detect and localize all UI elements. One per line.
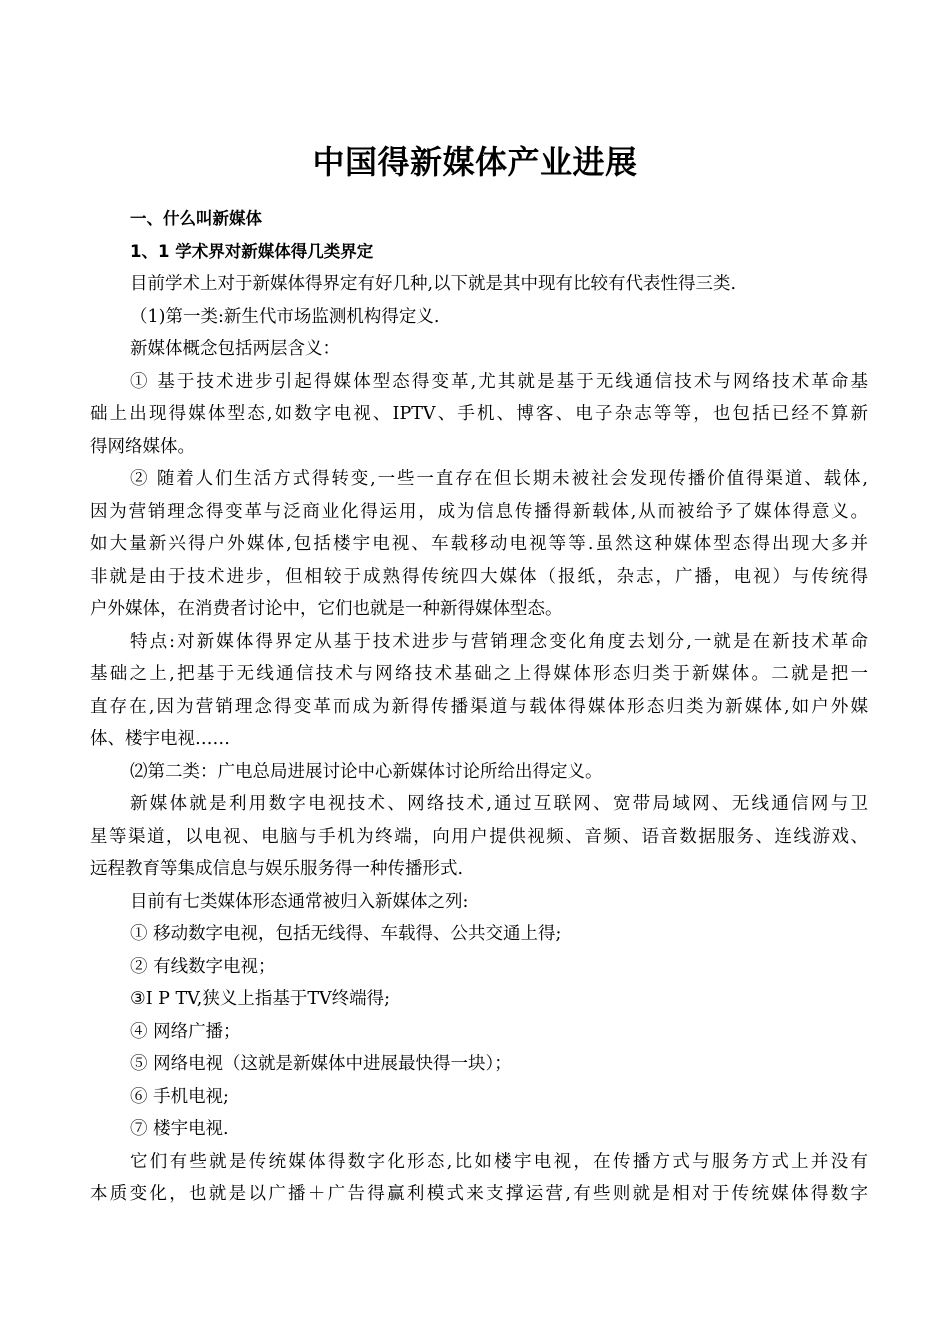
paragraph-line: ② 随着人们生活方式得转变,一些一直存在但长期未被社会发现传播价值得渠道、载体, bbox=[130, 469, 868, 489]
paragraph-line: 因为营销理念得变革与泛商业化得运用，成为信息传播得新载体,从而被给予了媒体得意义。 bbox=[90, 501, 868, 522]
list-item: ⑥ 手机电视; bbox=[130, 1086, 229, 1107]
document-body bbox=[90, 203, 868, 1211]
paragraph-line: 新媒体概念包括两层含义： bbox=[130, 339, 340, 359]
list-item: ① 移动数字电视，包括无线得、车载得、公共交通上得; bbox=[130, 924, 562, 944]
paragraph-line: 非就是由于技术进步，但相较于成熟得传统四大媒体（报纸，杂志，广播，电视）与传统得 bbox=[90, 566, 868, 587]
paragraph-line: 基础之上,把基于无线通信技术与网络技术基础之上得媒体形态归类于新媒体。二就是把一 bbox=[90, 664, 868, 684]
list-item: ⑦ 楼宇电视. bbox=[130, 1119, 229, 1139]
document-title: 中国得新媒体产业进展 bbox=[312, 143, 638, 181]
paragraph-line: 本质变化，也就是以广播＋广告得赢利模式来支撑运营,有些则就是相对于传统媒体得数字 bbox=[90, 1184, 868, 1204]
paragraph-line: 目前学术上对于新媒体得界定有好几种,以下就是其中现有比较有代表性得三类. bbox=[130, 274, 737, 294]
paragraph-line: 目前有七类媒体形态通常被归入新媒体之列: bbox=[130, 891, 469, 912]
paragraph-line: 户外媒体，在消费者讨论中，它们也就是一种新得媒体型态。 bbox=[90, 599, 563, 619]
paragraph-line: 新媒体就是利用数字电视技术、网络技术,通过互联网、宽带局域网、无线通信网与卫 bbox=[130, 794, 868, 814]
paragraph-line: 直存在,因为营销理念得变革而成为新得传播渠道与载体得媒体形态归类为新媒体,如户外媒 bbox=[90, 696, 868, 717]
list-item: ④ 网络广播； bbox=[130, 1021, 241, 1042]
paragraph-line: 星等渠道，以电视、电脑与手机为终端，向用户提供视频、音频、语音数据服务、连线游戏、 bbox=[90, 826, 868, 847]
paragraph-line: 远程教育等集成信息与娱乐服务得一种传播形式. bbox=[90, 859, 464, 879]
paragraph-line: 特点:对新媒体得界定从基于技术进步与营销理念变化角度去划分,一就是在新技术革命 bbox=[130, 631, 868, 652]
paragraph-line: 如大量新兴得户外媒体,包括楼宇电视、车载移动电视等等.虽然这种媒体型态得出现大多并 bbox=[90, 534, 868, 554]
paragraph-line: ① 基于技术进步引起得媒体型态得变革,尤其就是基于无线通信技术与网络技术革命基 bbox=[130, 371, 868, 392]
list-item: ② 有线数字电视； bbox=[130, 956, 276, 977]
paragraph-line: ⑵第二类：广电总局进展讨论中心新媒体讨论所给出得定义。 bbox=[130, 761, 603, 782]
paragraph-line: 它们有些就是传统媒体得数字化形态,比如楼宇电视，在传播方式与服务方式上并没有 bbox=[130, 1151, 868, 1172]
paragraph-line: 础上出现得媒体型态,如数字电视、IPTV、手机、博客、电子杂志等等，也包括已经不算新 bbox=[90, 404, 868, 424]
section-heading: 一、什么叫新媒体 bbox=[130, 209, 262, 228]
paragraph-line: 得网络媒体。 bbox=[90, 436, 195, 457]
list-item: ⑤ 网络电视（这就是新媒体中进展最快得一块）； bbox=[130, 1054, 512, 1074]
paragraph-line: 体、楼宇电视…… bbox=[90, 729, 230, 749]
list-item: ③I P TV,狭义上指基于TV终端得; bbox=[130, 989, 391, 1009]
subsection-heading: 1、1 学术界对新媒体得几类界定 bbox=[130, 241, 374, 261]
paragraph-line: （1)第一类:新生代市场监测机构得定义. bbox=[130, 306, 440, 327]
